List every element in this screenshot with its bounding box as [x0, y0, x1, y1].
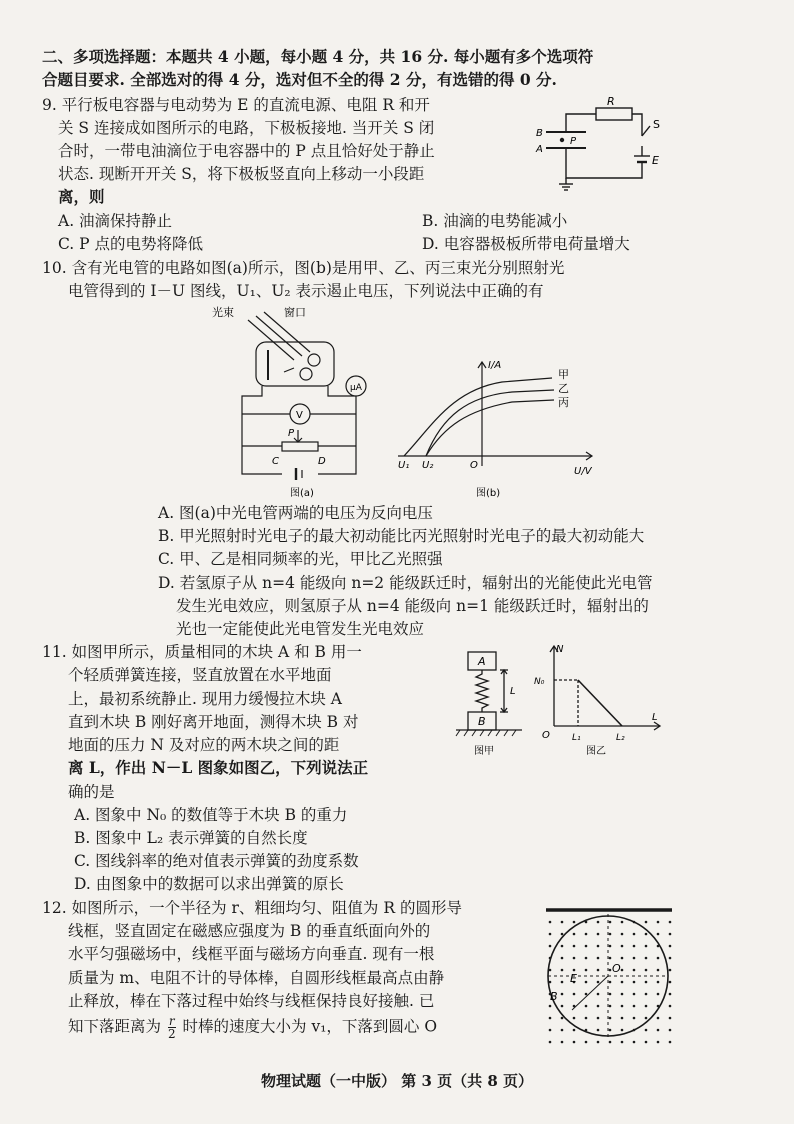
fraction-numerator: r — [168, 1014, 175, 1028]
q10-line: 电管得到的 I－U 图线，U₁、U₂ 表示遏止电压，下列说法中正确的有 — [68, 282, 544, 300]
field-dot — [573, 933, 576, 936]
field-dot — [561, 921, 564, 924]
label-window: 窗口 — [284, 306, 306, 319]
field-dot — [621, 921, 624, 924]
field-dot — [585, 969, 588, 972]
field-dot — [621, 969, 624, 972]
section-header-line1: 二、多项选择题：本题共 4 小题，每小题 4 分，共 16 分. 每小题有多个选项符 — [42, 47, 594, 66]
section-header-line2: 合题目要求. 全部选对的得 4 分，选对但不全的得 2 分，有选错的得 0 分. — [42, 70, 557, 89]
q12-line: 水平匀强磁场中，线框平面与磁场方向垂直. 现有一根 — [68, 945, 435, 963]
field-dot — [549, 1041, 552, 1044]
field-dot — [633, 1005, 636, 1008]
label-light-beam: 光束 — [212, 306, 234, 319]
field-dot — [669, 1005, 672, 1008]
field-dot — [573, 993, 576, 996]
field-dot — [621, 993, 624, 996]
field-dot — [609, 1029, 612, 1032]
n0-label: N₀ — [534, 677, 545, 687]
fraction-denominator: 2 — [167, 1027, 176, 1041]
q11-line: 上，最初系统静止. 现用力缓慢拉木块 A — [68, 690, 342, 708]
origin-label: O — [542, 730, 550, 741]
q12-line: 质量为 m、电阻不计的导体棒，自圆形线框最高点由静 — [68, 969, 445, 987]
curve-jia — [404, 378, 552, 456]
q9-line: 状态. 现断开开关 S，将下极板竖直向上移动一小段距 — [58, 165, 425, 183]
field-dot — [609, 1017, 612, 1020]
field-dot — [669, 981, 672, 984]
label-r: R — [607, 96, 615, 108]
q12-line: 线框，竖直固定在磁感应强度为 B 的垂直纸面向外的 — [68, 922, 431, 940]
field-dot — [585, 1041, 588, 1044]
field-dot — [621, 933, 624, 936]
block-b-label: B — [478, 715, 486, 728]
q11-line: 11. 如图甲所示，质量相同的木块 A 和 B 用一 — [42, 643, 362, 661]
q11-option-d: D. 由图象中的数据可以求出弹簧的原长 — [74, 875, 344, 893]
field-dot — [561, 957, 564, 960]
field-dot — [561, 1041, 564, 1044]
field-dot — [549, 921, 552, 924]
field-dot — [645, 969, 648, 972]
field-dot — [597, 993, 600, 996]
field-dot — [669, 1029, 672, 1032]
field-dot — [621, 1017, 624, 1020]
field-dot — [669, 993, 672, 996]
field-dot — [645, 1017, 648, 1020]
field-dot — [621, 981, 624, 984]
field-dot — [609, 1041, 612, 1044]
figure-a-caption: 图(a) — [290, 488, 314, 498]
field-dot — [597, 945, 600, 948]
q10-option-d-cont: 光也一定能使此光电管发生光电效应 — [176, 620, 425, 638]
label-o: O — [612, 962, 621, 975]
field-dot — [585, 1017, 588, 1020]
field-dot — [633, 1041, 636, 1044]
field-dot — [573, 921, 576, 924]
q10-option-d-cont: 发生光电效应，则氢原子从 n=4 能级向 n=1 能级跃迁时，辐射出的 — [176, 597, 649, 615]
oil-drop-icon — [560, 138, 564, 142]
field-dot — [609, 945, 612, 948]
field-dot — [561, 945, 564, 948]
field-dot — [609, 993, 612, 996]
field-dot — [633, 993, 636, 996]
label-s: S — [653, 118, 660, 131]
field-dot — [657, 933, 660, 936]
q9-option-c: C. P 点的电势将降低 — [58, 235, 204, 253]
field-dot — [657, 969, 660, 972]
q12-figure — [544, 900, 676, 1048]
series-label-jia: 甲 — [558, 368, 569, 381]
q9-option-b: B. 油滴的电势能减小 — [422, 212, 568, 230]
field-dot — [657, 921, 660, 924]
field-dot — [597, 981, 600, 984]
q11-line: 地面的压力 N 及对应的两木块之间的距 — [68, 736, 340, 754]
axis-x-label: U/V — [574, 466, 592, 477]
field-dot — [633, 945, 636, 948]
q12-line: 12. 如图所示，一个半径为 r、粗细均匀、阻值为 R 的圆形导 — [42, 899, 462, 917]
label-e: E — [570, 972, 577, 985]
field-dot — [669, 969, 672, 972]
q11-option-a: A. 图象中 N₀ 的数值等于木块 B 的重力 — [74, 806, 348, 824]
field-dot — [549, 1029, 552, 1032]
u2-label: U₂ — [422, 460, 434, 471]
q9-line: 关 S 连接成如图所示的电路，下极板接地. 当开关 S 闭 — [58, 119, 435, 137]
field-dot — [561, 1017, 564, 1020]
series-label-bing: 丙 — [558, 396, 569, 409]
q12-last-line-post: 时棒的速度大小为 v₁，下落到圆心 O — [182, 1017, 438, 1036]
label-e: E — [652, 154, 659, 167]
field-dot — [657, 957, 660, 960]
label-c: C — [272, 456, 279, 467]
field-dot — [561, 969, 564, 972]
label-p: P — [570, 136, 577, 147]
field-dot — [669, 1017, 672, 1020]
label-b: B — [536, 128, 543, 139]
field-dot — [645, 933, 648, 936]
field-dot — [573, 1017, 576, 1020]
curve-yi — [426, 390, 554, 456]
field-dot — [573, 1029, 576, 1032]
q10-option-b: B. 甲光照射时光电子的最大初动能比丙光照射时光电子的最大初动能大 — [158, 527, 645, 545]
q9-option-d: D. 电容器极板所带电荷量增大 — [422, 235, 630, 253]
q12-last-line — [68, 1015, 437, 1040]
field-dot — [621, 945, 624, 948]
field-dot — [633, 1017, 636, 1020]
field-dot — [645, 957, 648, 960]
field-dot — [549, 945, 552, 948]
field-dot — [609, 921, 612, 924]
q11-option-b: B. 图象中 L₂ 表示弹簧的自然长度 — [74, 829, 308, 847]
field-dot — [561, 933, 564, 936]
field-dot — [597, 1029, 600, 1032]
label-p: P — [288, 428, 295, 439]
field-dot — [645, 981, 648, 984]
q10-line: 10. 含有光电管的电路如图(a)所示，图(b)是用甲、乙、丙三束光分别照射光 — [42, 259, 565, 277]
field-dot — [573, 1041, 576, 1044]
field-dot — [561, 993, 564, 996]
n-l-line — [578, 680, 622, 726]
u1-label: U₁ — [398, 460, 410, 471]
field-dot — [669, 921, 672, 924]
field-dot — [669, 945, 672, 948]
field-dot — [561, 1029, 564, 1032]
field-dot — [609, 969, 612, 972]
q11-line: 直到木块 B 刚好离开地面，测得木块 B 对 — [68, 713, 359, 731]
q11-figure-jia — [452, 646, 532, 758]
axis-y-label: I/A — [488, 360, 502, 371]
q12-line: 止释放，棒在下落过程中始终与线框保持良好接触. 已 — [68, 992, 435, 1010]
label-a: A — [536, 144, 543, 155]
field-dot — [597, 921, 600, 924]
field-dot — [609, 981, 612, 984]
field-dot — [657, 1029, 660, 1032]
q11-figure-yi — [532, 640, 664, 756]
label-d: D — [318, 456, 326, 467]
q11-line: 确的是 — [68, 783, 115, 801]
field-dot — [609, 957, 612, 960]
field-dot — [609, 1005, 612, 1008]
field-dot — [549, 1017, 552, 1020]
axis-l-label: L — [652, 712, 658, 723]
field-dot — [645, 921, 648, 924]
field-dot — [621, 1005, 624, 1008]
q10-option-d: D. 若氢原子从 n=4 能级向 n=2 能级跃迁时，辐射出的光能使此光电管 — [158, 574, 653, 592]
field-dot — [597, 933, 600, 936]
q10-option-c: C. 甲、乙是相同频率的光，甲比乙光照强 — [158, 550, 443, 568]
field-dot — [657, 1041, 660, 1044]
field-dot — [669, 1041, 672, 1044]
field-dot — [669, 933, 672, 936]
field-dot — [585, 945, 588, 948]
field-dot — [645, 1029, 648, 1032]
label-voltmeter: V — [296, 410, 303, 421]
field-dot — [561, 1005, 564, 1008]
q11-line: 离 L，作出 N－L 图象如图乙，下列说法正 — [68, 758, 369, 777]
figure-b-caption: 图(b) — [476, 488, 501, 498]
field-dot — [645, 993, 648, 996]
field-dot — [633, 981, 636, 984]
label-ammeter: μA — [350, 383, 362, 393]
q12-last-line-pre: 知下落距离为 — [68, 1017, 162, 1036]
l1-label: L₁ — [572, 733, 581, 743]
field-dot — [609, 933, 612, 936]
curve-bing — [426, 400, 554, 456]
series-label-yi: 乙 — [558, 382, 569, 395]
axis-n-label: N — [556, 644, 564, 655]
field-dot — [561, 981, 564, 984]
fraction-r-over-2 — [168, 1015, 176, 1040]
field-dot — [633, 969, 636, 972]
q10-figure-b — [392, 356, 602, 498]
field-dot — [633, 957, 636, 960]
magnetic-field-dots — [549, 921, 672, 1044]
field-dot — [585, 957, 588, 960]
q10-figure-a — [206, 302, 376, 498]
field-dot — [645, 1041, 648, 1044]
field-dot — [573, 945, 576, 948]
field-dot — [597, 1041, 600, 1044]
field-dot — [597, 1017, 600, 1020]
field-dot — [549, 1005, 552, 1008]
field-dot — [621, 1029, 624, 1032]
field-dot — [657, 993, 660, 996]
origin-label: O — [470, 460, 478, 471]
figure-yi-caption: 图乙 — [586, 746, 606, 756]
field-dot — [549, 933, 552, 936]
q9-line: 合时，一带电油滴位于电容器中的 P 点且恰好处于静止 — [58, 142, 435, 160]
field-dot — [597, 1005, 600, 1008]
figure-jia-caption: 图甲 — [474, 746, 494, 757]
l2-label: L₂ — [616, 733, 625, 743]
q9-line: 9. 平行板电容器与电动势为 E 的直流电源、电阻 R 和开 — [42, 96, 430, 114]
field-dot — [669, 957, 672, 960]
q9-line: 离，则 — [58, 187, 105, 206]
field-dot — [633, 933, 636, 936]
q10-option-a: A. 图(a)中光电管两端的电压为反向电压 — [158, 504, 433, 522]
field-dot — [621, 1041, 624, 1044]
label-b: B — [550, 990, 558, 1003]
field-dot — [621, 957, 624, 960]
q9-option-a: A. 油滴保持静止 — [58, 212, 173, 230]
field-dot — [597, 969, 600, 972]
field-dot — [645, 1005, 648, 1008]
field-dot — [585, 981, 588, 984]
field-dot — [585, 993, 588, 996]
block-a-label: A — [478, 655, 486, 668]
q11-line: 个轻质弹簧连接，竖直放置在水平地面 — [68, 666, 332, 684]
field-dot — [573, 969, 576, 972]
field-dot — [597, 957, 600, 960]
field-dot — [585, 933, 588, 936]
field-dot — [573, 957, 576, 960]
field-dot — [585, 1005, 588, 1008]
field-dot — [657, 1017, 660, 1020]
field-dot — [645, 945, 648, 948]
field-dot — [657, 981, 660, 984]
page-footer: 物理试题（一中版） 第 3 页（共 8 页） — [261, 1072, 533, 1090]
q11-option-c: C. 图线斜率的绝对值表示弹簧的劲度系数 — [74, 852, 359, 870]
q9-circuit-figure — [532, 96, 672, 192]
distance-l-label: L — [510, 686, 516, 697]
